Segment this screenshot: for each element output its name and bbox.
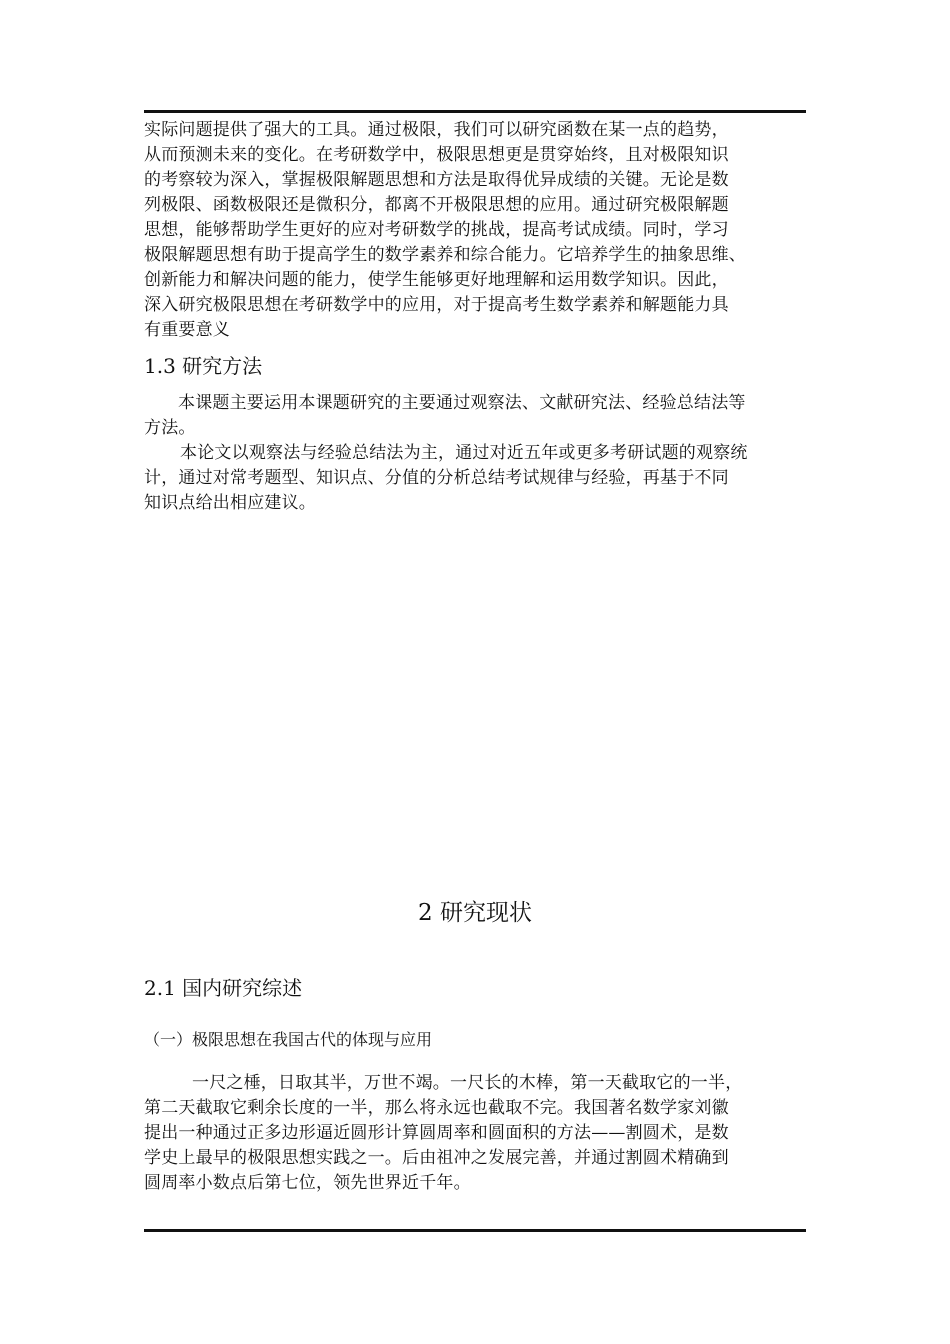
methods-paragraph-1: 本课题主要运用本课题研究的主要通过观察法、文献研究法、经验总结法等 方法。 <box>144 393 746 438</box>
footer-rule <box>144 1229 806 1232</box>
chapter-heading-2: 2 研究现状 <box>418 900 532 926</box>
section-heading-1-3: 1.3 研究方法 <box>144 354 263 378</box>
methods-paragraph-2: 本论文以观察法与经验总结法为主，通过对近五年或更多考研试题的观察统 计，通过对常考题型、知识点、分值的分析总结考试规律与经验，再基于不同 知识点给出相应建议。 <box>144 443 748 513</box>
ancient-limit-paragraph: 一尺之棰，日取其半，万世不竭。一尺长的木棒，第一天截取它的一半， 第二天截取它剩余长度的一半，那么将永远也截取不完。我国著名数学家刘徽 提出一种通过正多边形逼近圆形计算圆周率和圆面积的方法——割圆术，是数 学史上最早的极限思想实践之一。后由祖冲之发展完善，并通过割圆术精确到 圆周率小数点后第七位，领先世界近千年。 <box>144 1073 743 1193</box>
continuation-paragraph: 实际问题提供了强大的工具。通过极限，我们可以研究函数在某一点的趋势， 从而预测未来的变化。在考研数学中，极限思想更是贯穿始终，且对极限知识 的考察较为深入，掌握极限解题思想和方法是取得优异成绩的关键。无论是数 列极限、函数极限还是微积分，都离不开极限思想的应用。通过研究极限解题 思想，能够帮助学生更好的应对考研数学的挑战，提高考试成绩。同时，学习 极限解题思想有助于提高学生的数学素养和综合能力。它培养学生的抽象思维、 创新能力和解决问题的能力，使学生能够更好地理解和运用数学知识。因此， 深入研究极限思想在考研数学中的应用，对于提高考生数学素养和解题能力具 有重要意义 <box>144 120 746 340</box>
header-rule <box>144 110 806 113</box>
section-heading-2-1: 2.1 国内研究综述 <box>144 976 303 1000</box>
subsection-heading-1: （一）极限思想在我国古代的体现与应用 <box>144 1030 433 1049</box>
